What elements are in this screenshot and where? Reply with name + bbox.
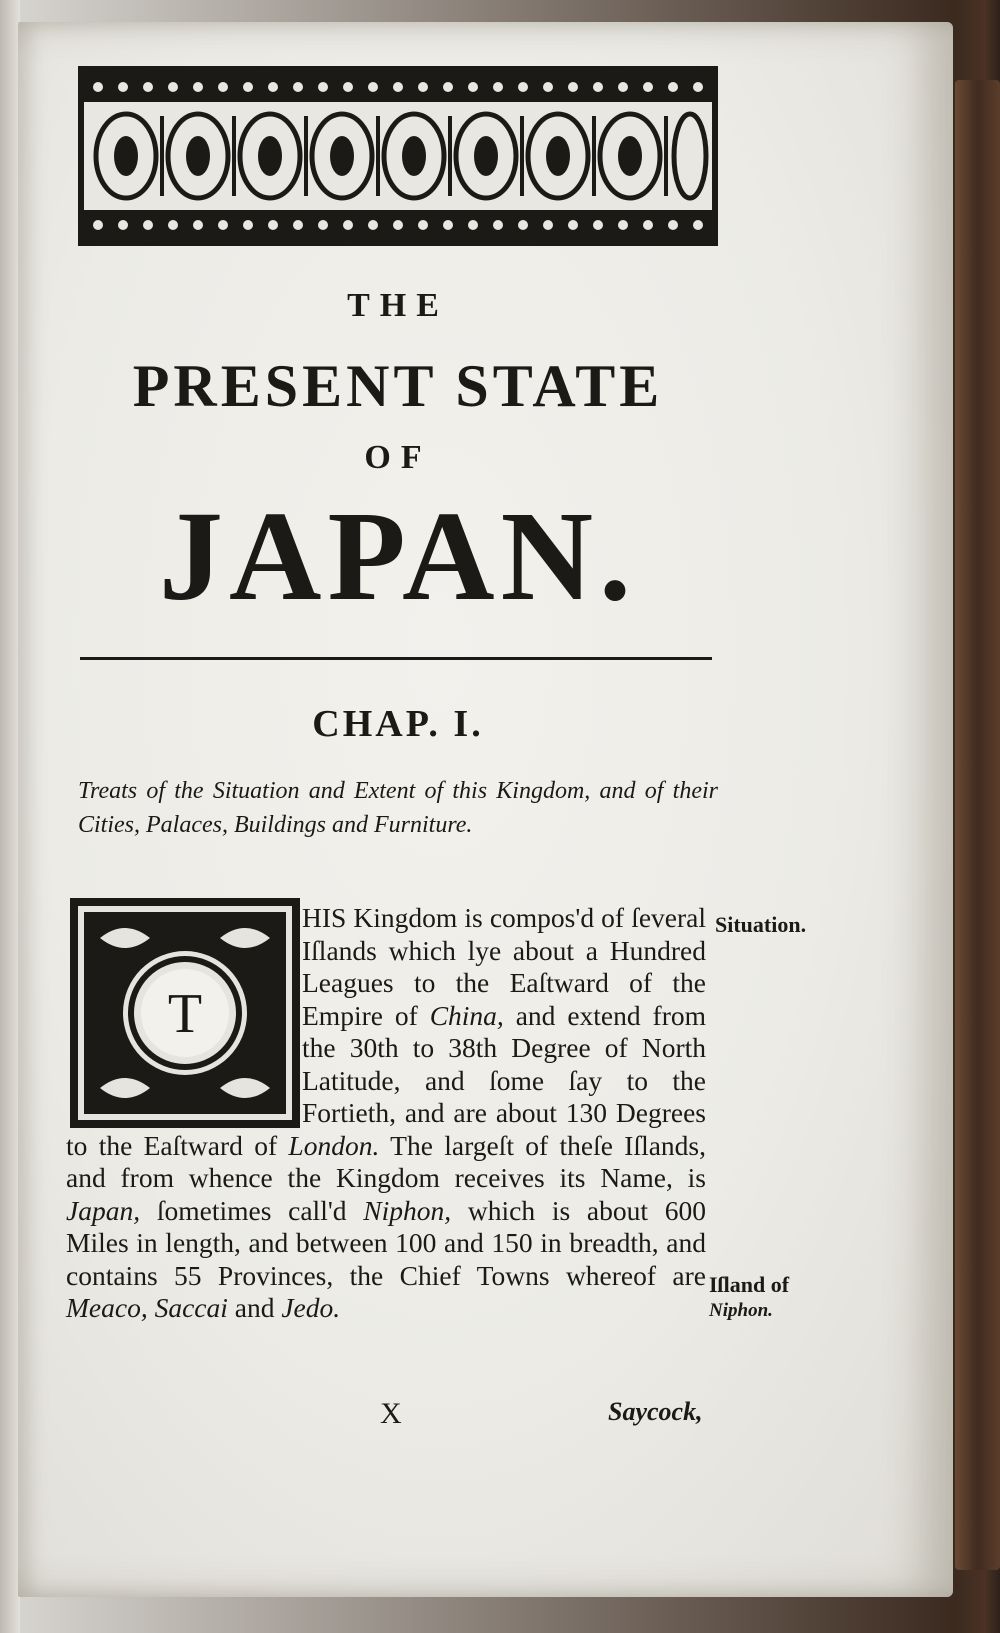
chapter-heading: CHAP. I. <box>312 703 484 745</box>
body-italic-japan: Japan, <box>66 1194 141 1226</box>
previous-page-edge <box>0 0 20 1633</box>
body-paragraph <box>66 902 706 1325</box>
body-segment: The largeſt of theſe Iſlands, and from whence the Kingdom receives its Name, is <box>66 1129 706 1193</box>
body-italic-meaco-saccai: Meaco, Saccai <box>66 1292 228 1323</box>
chapter-summary: Treats of the Situation and Extent of this Kingdom, and of their Cities, Palaces, Buildings and Furniture. <box>78 778 718 838</box>
headpiece-ornament <box>78 66 718 246</box>
body-italic-china: China, <box>429 999 504 1031</box>
body-segment: and <box>227 1292 282 1323</box>
body-segment: ſometimes call'd <box>140 1194 364 1226</box>
body-italic-london: London. <box>288 1129 380 1161</box>
book-cover-edge <box>955 80 1000 1570</box>
body-italic-jedo: Jedo. <box>281 1292 341 1323</box>
signature-mark: X <box>380 1397 402 1430</box>
title-line-of: OF <box>364 439 432 476</box>
margin-note-line: Niphon. <box>709 1300 773 1321</box>
title-rule <box>80 657 712 660</box>
body-segment: and extend from the 30th to 38th Degree of North Latitude, and ſome ſay to the Fortieth, and are about 130 Degrees to the Eaſtward of <box>66 999 706 1161</box>
body-italic-niphon: Niphon, <box>363 1194 452 1226</box>
margin-note-line: Iſland of <box>709 1272 790 1297</box>
title-line-the: THE <box>347 287 449 324</box>
dropcap-space <box>66 902 302 1120</box>
title-line-present-state: PRESENT STATE <box>132 353 664 419</box>
book-page <box>18 22 953 1597</box>
catchword: Saycock, <box>608 1397 703 1426</box>
margin-note-situation: Situation. <box>715 912 807 937</box>
margin-note-island-of-niphon <box>709 1272 789 1324</box>
body-segment: HIS Kingdom is compos'd of ſeveral Iſlands which lye about a Hundred Leagues to the Eaſtward of the Empire of <box>302 902 706 1031</box>
body-segment: which is about 600 Miles in length, and between 100 and 150 in breadth, and contains 55 Provinces, the Chief Towns whereof are <box>66 1194 706 1291</box>
title-line-japan: JAPAN. <box>159 485 637 627</box>
dropcap-letter: T <box>167 983 203 1045</box>
